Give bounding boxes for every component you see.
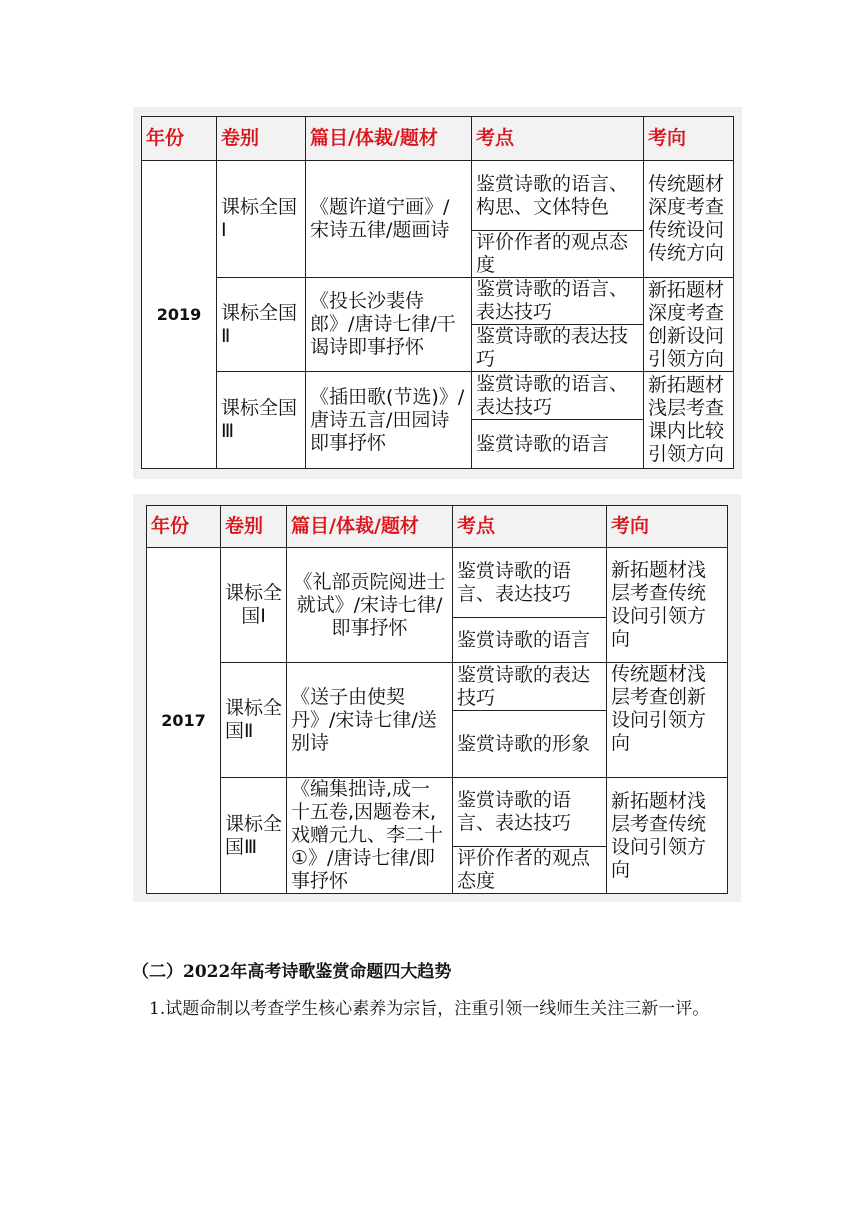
work-cell: 《投长沙裴侍郎》/唐诗七律/干谒诗即事抒怀 [306,278,472,372]
paper-cell: 课标全国Ⅰ [221,548,287,663]
work-cell: 《插田歌(节选)》/唐诗五言/田园诗即事抒怀 [306,372,472,469]
exam-point-cell: 鉴赏诗歌的语言、表达技巧 [453,778,607,847]
exam-table-2017 [146,505,728,894]
paper-cell: 课标全国Ⅰ [217,161,306,278]
header-direction: 考向 [644,117,734,161]
exam-point-cell: 鉴赏诗歌的语言 [472,420,644,469]
exam-point-cell: 鉴赏诗歌的表达技巧 [472,325,644,372]
year-cell: 2019 [142,161,217,469]
work-cell: 《礼部贡院阅进士就试》/宋诗七律/即事抒怀 [287,548,453,663]
year-cell: 2017 [147,548,221,894]
header-paper: 卷别 [217,117,306,161]
exam-point-cell: 鉴赏诗歌的语言、表达技巧 [453,548,607,618]
table-2017-image [133,494,741,902]
exam-point-cell: 鉴赏诗歌的语言、表达技巧 [472,372,644,420]
exam-point-cell: 鉴赏诗歌的语言 [453,618,607,663]
section-heading: （二）2022年高考诗歌鉴赏命题四大趋势 [132,962,452,982]
exam-point-cell: 评价作者的观点态度 [472,231,644,278]
paper-cell: 课标全国Ⅱ [217,278,306,372]
header-direction: 考向 [607,506,728,548]
header-year: 年份 [142,117,217,161]
header-paper: 卷别 [221,506,287,548]
paper-cell: 课标全国Ⅲ [217,372,306,469]
direction-cell: 新拓题材浅层考查课内比较引领方向 [644,372,734,469]
paper-cell: 课标全国Ⅱ [221,663,287,778]
header-exam-point: 考点 [453,506,607,548]
header-year: 年份 [147,506,221,548]
exam-point-cell: 鉴赏诗歌的语言、构思、文体特色 [472,161,644,231]
exam-table-2019 [141,116,734,469]
body-paragraph: 1.试题命制以考查学生核心素养为宗旨，注重引领一线师生关注三新一评。 [149,999,710,1019]
exam-point-cell: 鉴赏诗歌的语言、表达技巧 [472,278,644,325]
direction-cell: 新拓题材深度考查创新设问引领方向 [644,278,734,372]
work-cell: 《编集拙诗,成一十五卷,因题卷末,戏赠元九、李二十①》/唐诗七律/即事抒怀 [287,778,453,894]
paper-cell: 课标全国Ⅲ [221,778,287,894]
work-cell: 《送子由使契丹》/宋诗七律/送别诗 [287,663,453,778]
exam-point-cell: 鉴赏诗歌的形象 [453,711,607,778]
header-work: 篇目/体裁/题材 [306,117,472,161]
header-work: 篇目/体裁/题材 [287,506,453,548]
work-cell: 《题许道宁画》/宋诗五律/题画诗 [306,161,472,278]
direction-cell: 传统题材浅层考查创新设问引领方向 [607,663,728,778]
exam-point-cell: 评价作者的观点态度 [453,846,607,893]
exam-point-cell: 鉴赏诗歌的表达技巧 [453,663,607,711]
direction-cell: 新拓题材浅层考查传统设问引领方向 [607,778,728,894]
direction-cell: 新拓题材浅层考查传统设问引领方向 [607,548,728,663]
table-2019-image [133,107,742,479]
header-exam-point: 考点 [472,117,644,161]
direction-cell: 传统题材深度考查传统设问传统方向 [644,161,734,278]
